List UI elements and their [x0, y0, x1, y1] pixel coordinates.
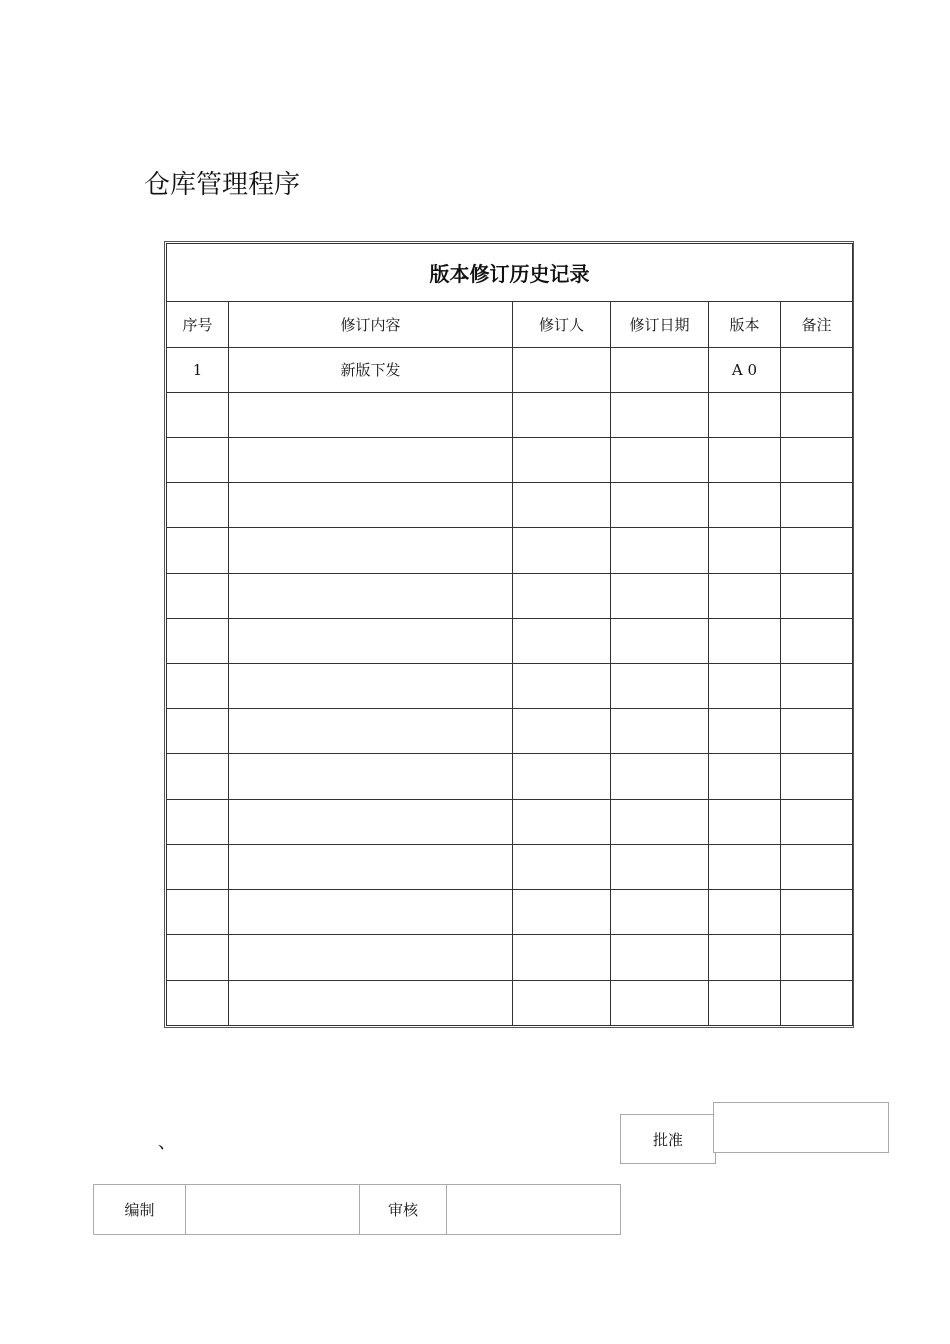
table-row [167, 799, 853, 844]
cell-date[interactable] [611, 347, 709, 392]
cell-date[interactable] [611, 799, 709, 844]
cell-reviser[interactable] [513, 392, 611, 437]
cell-content[interactable] [229, 980, 513, 1025]
review-value-cell[interactable] [446, 1184, 621, 1235]
cell-content[interactable] [229, 483, 513, 528]
cell-version[interactable] [709, 709, 781, 754]
revision-history-table-frame [164, 241, 854, 1028]
cell-date[interactable] [611, 392, 709, 437]
prepared-label: 编制 [124, 1201, 155, 1219]
cell-reviser[interactable] [513, 347, 611, 392]
cell-date[interactable] [611, 709, 709, 754]
review-label: 审核 [387, 1201, 418, 1219]
cell-reviser[interactable] [513, 709, 611, 754]
cell-version[interactable] [709, 392, 781, 437]
cell-seq[interactable] [167, 799, 229, 844]
cell-date[interactable] [611, 437, 709, 482]
table-row [167, 664, 853, 709]
column-header-date: 修订日期 [611, 302, 709, 347]
table-row [167, 844, 853, 889]
cell-seq[interactable]: 1 [167, 347, 229, 392]
cell-reviser[interactable] [513, 528, 611, 573]
cell-content[interactable] [229, 890, 513, 935]
cell-seq[interactable] [167, 844, 229, 889]
cell-remarks[interactable] [781, 890, 853, 935]
cell-reviser[interactable] [513, 483, 611, 528]
cell-version[interactable] [709, 980, 781, 1025]
cell-reviser[interactable] [513, 890, 611, 935]
cell-content[interactable] [229, 392, 513, 437]
cell-reviser[interactable] [513, 664, 611, 709]
table-header-row [167, 302, 853, 347]
cell-remarks[interactable] [781, 844, 853, 889]
table-row [167, 754, 853, 799]
cell-version[interactable] [709, 437, 781, 482]
cell-version[interactable] [709, 799, 781, 844]
column-header-seq: 序号 [167, 302, 229, 347]
cell-content[interactable] [229, 664, 513, 709]
cell-reviser[interactable] [513, 437, 611, 482]
cell-remarks[interactable] [781, 709, 853, 754]
cell-content[interactable] [229, 437, 513, 482]
cell-remarks[interactable] [781, 618, 853, 663]
table-caption-row [167, 244, 853, 302]
document-title: 仓库管理程序 [144, 170, 301, 200]
cell-reviser[interactable] [513, 935, 611, 980]
table-row [167, 392, 853, 437]
cell-version[interactable] [709, 890, 781, 935]
approve-label-cell [620, 1114, 716, 1164]
cell-date[interactable] [611, 664, 709, 709]
cell-date[interactable] [611, 754, 709, 799]
cell-content[interactable] [229, 799, 513, 844]
cell-seq[interactable] [167, 618, 229, 663]
cell-seq[interactable] [167, 483, 229, 528]
review-label-cell [359, 1184, 447, 1235]
cell-remarks[interactable] [781, 754, 853, 799]
cell-content[interactable]: 新版下发 [229, 347, 513, 392]
cell-version[interactable] [709, 935, 781, 980]
prepared-value-cell[interactable] [185, 1184, 360, 1235]
cell-reviser[interactable] [513, 573, 611, 618]
cell-version[interactable]: A 0 [709, 347, 781, 392]
cell-date[interactable] [611, 890, 709, 935]
cell-date[interactable] [611, 844, 709, 889]
cell-reviser[interactable] [513, 844, 611, 889]
cell-date[interactable] [611, 935, 709, 980]
cell-version[interactable] [709, 483, 781, 528]
table-row [167, 618, 853, 663]
cell-remarks[interactable] [781, 392, 853, 437]
table-row [167, 980, 853, 1025]
cell-remarks[interactable] [781, 573, 853, 618]
cell-remarks[interactable] [781, 935, 853, 980]
cell-version[interactable] [709, 618, 781, 663]
cell-version[interactable] [709, 573, 781, 618]
cell-seq[interactable] [167, 980, 229, 1025]
cell-seq[interactable] [167, 935, 229, 980]
column-header-reviser: 修订人 [513, 302, 611, 347]
cell-seq[interactable] [167, 528, 229, 573]
cell-remarks[interactable] [781, 799, 853, 844]
cell-content[interactable] [229, 709, 513, 754]
column-header-version: 版本 [709, 302, 781, 347]
cell-content[interactable] [229, 935, 513, 980]
cell-content[interactable] [229, 754, 513, 799]
table-row [167, 709, 853, 754]
cell-remarks[interactable] [781, 483, 853, 528]
cell-reviser[interactable] [513, 618, 611, 663]
table-row [167, 935, 853, 980]
column-header-remarks: 备注 [781, 302, 853, 347]
cell-seq[interactable] [167, 890, 229, 935]
stray-mark: 、 [158, 1132, 176, 1153]
cell-version[interactable] [709, 528, 781, 573]
cell-version[interactable] [709, 754, 781, 799]
table-row [167, 528, 853, 573]
cell-version[interactable] [709, 844, 781, 889]
prepared-label-cell [93, 1184, 186, 1235]
cell-remarks[interactable] [781, 980, 853, 1025]
cell-date[interactable] [611, 618, 709, 663]
cell-content[interactable] [229, 573, 513, 618]
table-row [167, 437, 853, 482]
table-row [167, 890, 853, 935]
cell-content[interactable] [229, 618, 513, 663]
cell-seq[interactable] [167, 573, 229, 618]
cell-seq[interactable] [167, 392, 229, 437]
cell-seq[interactable] [167, 437, 229, 482]
cell-date[interactable] [611, 528, 709, 573]
cell-remarks[interactable] [781, 437, 853, 482]
cell-remarks[interactable] [781, 347, 853, 392]
cell-date[interactable] [611, 483, 709, 528]
cell-reviser[interactable] [513, 754, 611, 799]
cell-remarks[interactable] [781, 664, 853, 709]
cell-version[interactable] [709, 664, 781, 709]
cell-content[interactable] [229, 844, 513, 889]
cell-seq[interactable] [167, 754, 229, 799]
cell-reviser[interactable] [513, 980, 611, 1025]
table-row [167, 483, 853, 528]
cell-reviser[interactable] [513, 799, 611, 844]
cell-content[interactable] [229, 528, 513, 573]
column-header-content: 修订内容 [229, 302, 513, 347]
cell-seq[interactable] [167, 664, 229, 709]
cell-date[interactable] [611, 980, 709, 1025]
table-row [167, 347, 853, 392]
approve-value-cell[interactable] [713, 1102, 889, 1153]
revision-history-table [166, 243, 853, 1026]
table-row [167, 573, 853, 618]
table-caption: 版本修订历史记录 [167, 244, 853, 302]
cell-seq[interactable] [167, 709, 229, 754]
cell-remarks[interactable] [781, 528, 853, 573]
cell-date[interactable] [611, 573, 709, 618]
approve-label: 批准 [652, 1130, 683, 1149]
